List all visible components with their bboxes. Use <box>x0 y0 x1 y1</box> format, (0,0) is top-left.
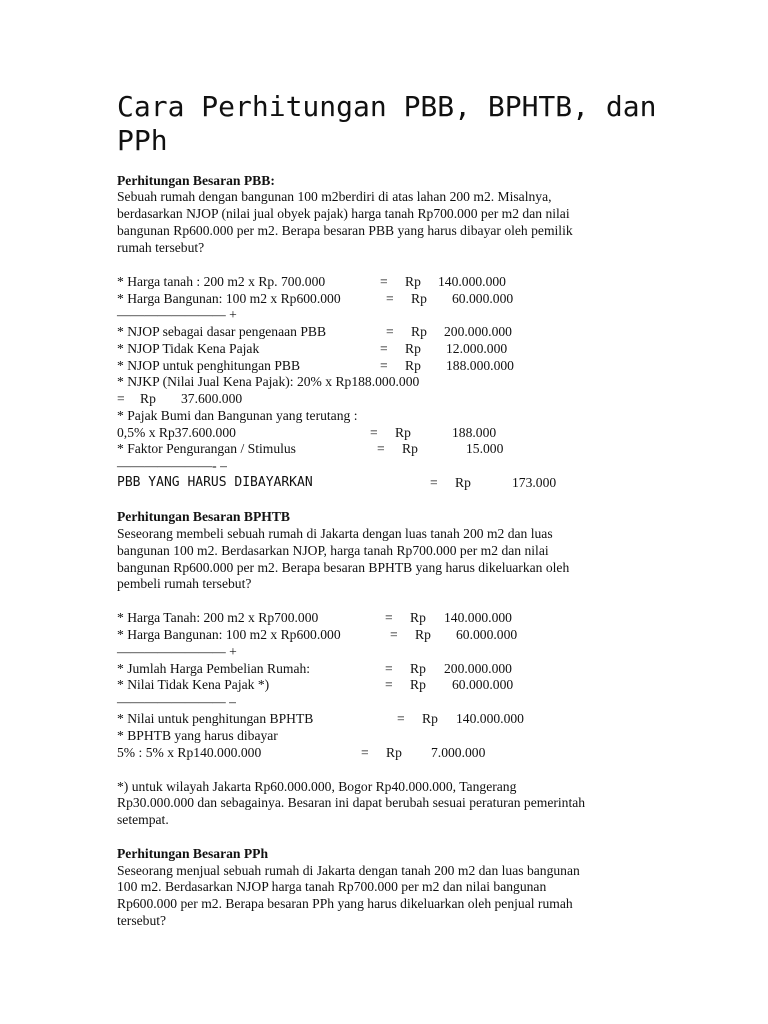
bphtb-note-line: *) untuk wilayah Jakarta Rp60.000.000, Bogor Rp40.000.000, Tangerang <box>117 779 517 794</box>
pbb-row-equals: = <box>377 441 385 456</box>
pbb-subtotal-rule: ———————— + <box>117 307 237 322</box>
pbb-row-amount: 140.000.000 <box>438 274 506 289</box>
pbb-row-equals: = <box>380 341 388 356</box>
bphtb-row-currency: Rp <box>422 711 438 726</box>
pph-intro-line: tersebut? <box>117 913 167 928</box>
pbb-row-label: 0,5% x Rp37.600.000 <box>117 425 236 440</box>
bphtb-row-amount: 7.000.000 <box>431 745 486 760</box>
pbb-row-label: * Pajak Bumi dan Bangunan yang terutang : <box>117 408 358 423</box>
pbb-row-equals: = <box>370 425 378 440</box>
pbb-row-currency: Rp <box>411 291 427 306</box>
pbb-row-label: * Harga tanah : 200 m2 x Rp. 700.000 <box>117 274 326 289</box>
pbb-intro-line: Sebuah rumah dengan bangunan 100 m2berdiri di atas lahan 200 m2. Misalnya, <box>117 189 552 204</box>
bphtb-intro-line: Seseorang membeli sebuah rumah di Jakarta dengan luas tanah 200 m2 dan luas <box>117 526 553 541</box>
bphtb-difference-rule: ———————— – <box>117 694 236 709</box>
pbb-total-label: PBB YANG HARUS DIBAYARKAN <box>117 475 313 490</box>
pbb-row-amount: 200.000.000 <box>444 324 512 339</box>
pbb-row-label: * Faktor Pengurangan / Stimulus <box>117 441 296 456</box>
pbb-row-amount: 37.600.000 <box>181 391 243 406</box>
pbb-row-currency: Rp <box>405 274 421 289</box>
pbb-row-equals: = <box>386 324 394 339</box>
bphtb-row-currency: Rp <box>410 677 426 692</box>
pph-intro-line: Seseorang menjual sebuah rumah di Jakarta dengan tanah 200 m2 dan luas bangunan <box>117 863 580 878</box>
bphtb-subtotal-rule: ———————— + <box>117 644 237 659</box>
pbb-row-equals: = <box>380 358 388 373</box>
pbb-row-amount: 188.000.000 <box>446 358 514 373</box>
pbb-row-amount: 60.000.000 <box>452 291 514 306</box>
bphtb-row-equals: = <box>361 745 369 760</box>
pbb-total-equals: = <box>430 475 438 490</box>
pbb-intro-line: berdasarkan NJOP (nilai jual obyek pajak) harga tanah Rp700.000 per m2 dan nilai <box>117 206 570 221</box>
bphtb-row-currency: Rp <box>386 745 402 760</box>
pbb-row-equals: = <box>380 274 388 289</box>
bphtb-row-amount: 60.000.000 <box>452 677 514 692</box>
pbb-row-label: * NJKP (Nilai Jual Kena Pajak): 20% x Rp188.000.000 <box>117 374 420 389</box>
pbb-row-label: * NJOP Tidak Kena Pajak <box>117 341 260 356</box>
bphtb-row-label: * Jumlah Harga Pembelian Rumah: <box>117 661 311 676</box>
pbb-row-label: * Harga Bangunan: 100 m2 x Rp600.000 <box>117 291 341 306</box>
pbb-intro-line: bangunan Rp600.000 per m2. Berapa besaran PBB yang harus dibayar oleh pemilik <box>117 223 573 238</box>
bphtb-intro-line: bangunan Rp600.000 per m2. Berapa besaran BPHTB yang harus dikeluarkan oleh <box>117 560 570 575</box>
bphtb-intro-line: bangunan 100 m2. Berdasarkan NJOP, harga tanah Rp700.000 per m2 dan nilai <box>117 543 549 558</box>
pbb-row-equals: = <box>386 291 394 306</box>
bphtb-row-amount: 200.000.000 <box>444 661 512 676</box>
pbb-total-currency: Rp <box>455 475 471 490</box>
pph-heading: Perhitungan Besaran PPh <box>117 846 269 861</box>
bphtb-row-equals: = <box>385 677 393 692</box>
pph-intro-line: 100 m2. Berdasarkan NJOP harga tanah Rp700.000 per m2 dan nilai bangunan <box>117 879 547 894</box>
bphtb-row-label: * Nilai Tidak Kena Pajak *) <box>117 677 270 692</box>
bphtb-heading: Perhitungan Besaran BPHTB <box>117 509 290 524</box>
pbb-row-currency: Rp <box>405 358 421 373</box>
pbb-row-label: * NJOP sebagai dasar pengenaan PBB <box>117 324 327 339</box>
bphtb-row-equals: = <box>385 610 393 625</box>
bphtb-row-equals: = <box>390 627 398 642</box>
pbb-row-amount: 188.000 <box>452 425 497 440</box>
bphtb-row-label: * BPHTB yang harus dibayar <box>117 728 278 743</box>
pbb-total-rule: ———————- – <box>117 458 227 473</box>
bphtb-row-label: 5% : 5% x Rp140.000.000 <box>117 745 262 760</box>
bphtb-row-equals: = <box>397 711 405 726</box>
page-title: Cara Perhitungan PBB, BPHTB, dan PPh <box>117 90 657 157</box>
bphtb-row-label: * Harga Tanah: 200 m2 x Rp700.000 <box>117 610 319 625</box>
pph-intro-line: Rp600.000 per m2. Berapa besaran PPh yang harus dikeluarkan oleh penjual rumah <box>117 896 573 911</box>
pbb-row-currency: Rp <box>411 324 427 339</box>
pbb-row-currency: Rp <box>402 441 418 456</box>
bphtb-row-label: * Nilai untuk penghitungan BPHTB <box>117 711 314 726</box>
bphtb-row-amount: 140.000.000 <box>456 711 524 726</box>
pbb-heading: Perhitungan Besaran PBB: <box>117 173 275 188</box>
bphtb-note-line: Rp30.000.000 dan sebagainya. Besaran ini dapat berubah sesuai peraturan pemerintah <box>117 795 586 810</box>
pbb-row-currency: Rp <box>405 341 421 356</box>
bphtb-row-label: * Harga Bangunan: 100 m2 x Rp600.000 <box>117 627 341 642</box>
bphtb-row-amount: 60.000.000 <box>456 627 518 642</box>
bphtb-row-currency: Rp <box>410 610 426 625</box>
pbb-row-amount: 12.000.000 <box>446 341 508 356</box>
pbb-row-amount: 15.000 <box>466 441 504 456</box>
bphtb-row-currency: Rp <box>415 627 431 642</box>
pbb-row-currency: Rp <box>140 391 156 406</box>
pbb-row-equals: = <box>117 391 125 406</box>
pbb-intro-line: rumah tersebut? <box>117 240 205 255</box>
bphtb-row-currency: Rp <box>410 661 426 676</box>
pbb-total-amount: 173.000 <box>512 475 557 490</box>
bphtb-row-amount: 140.000.000 <box>444 610 512 625</box>
pbb-row-currency: Rp <box>395 425 411 440</box>
bphtb-note-line: setempat. <box>117 812 169 827</box>
pbb-row-label: * NJOP untuk penghitungan PBB <box>117 358 301 373</box>
bphtb-row-equals: = <box>385 661 393 676</box>
bphtb-intro-line: pembeli rumah tersebut? <box>117 576 252 591</box>
